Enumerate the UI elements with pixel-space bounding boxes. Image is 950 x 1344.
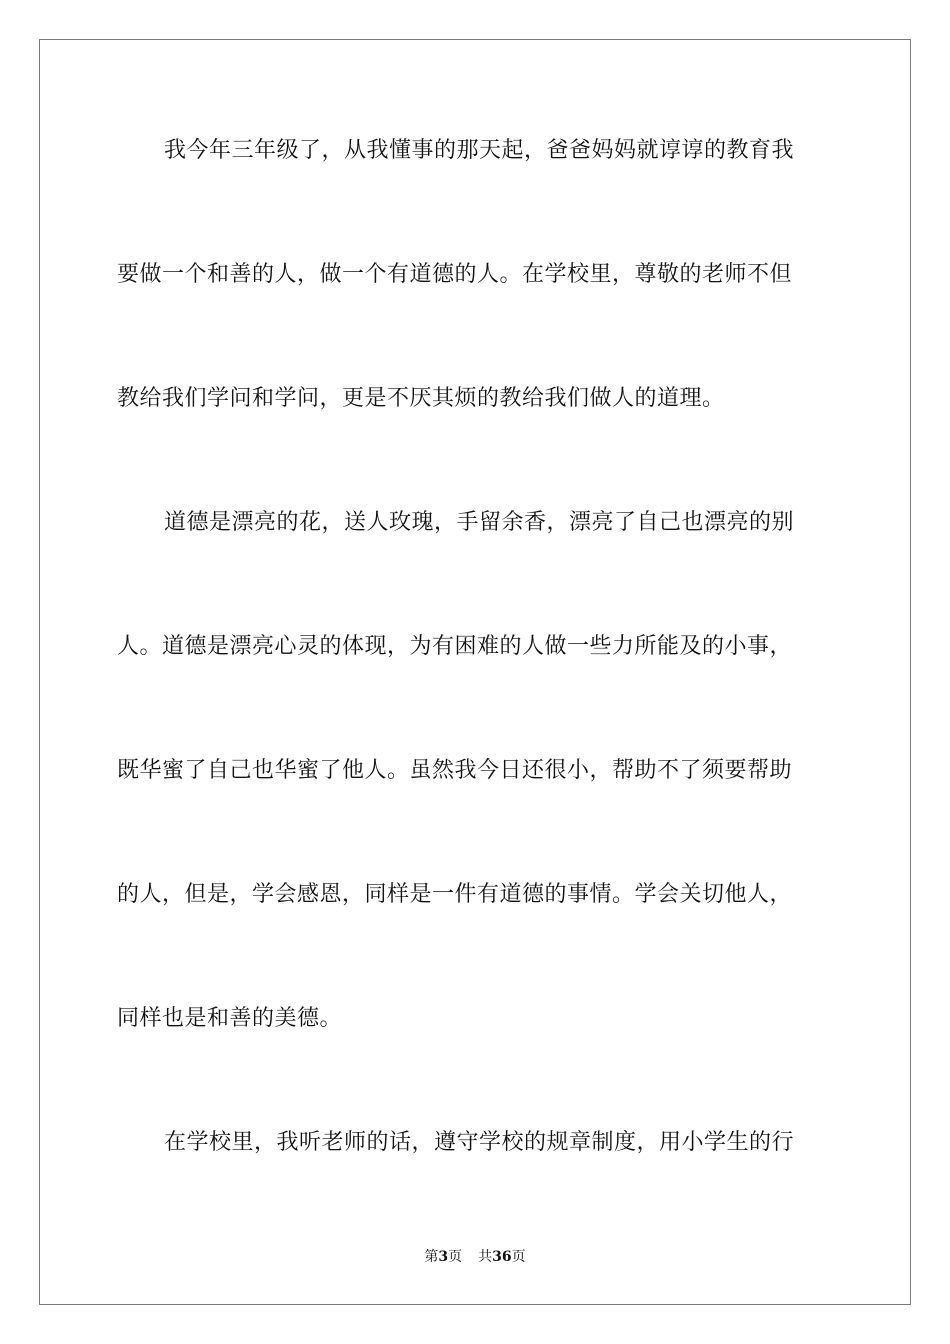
paragraph-2-line-4: 的人，但是，学会感恩，同样是一件有道德的事情。学会关切他人， — [117, 882, 793, 907]
footer-total-pages: 36 — [492, 1249, 512, 1265]
paragraph-2-line-1: 道德是漂亮的花，送人玫瑰，手留余香，漂亮了自己也漂亮的别 — [164, 510, 795, 535]
footer-page-suffix: 页 — [448, 1249, 463, 1265]
paragraph-1-line-3: 教给我们学问和学问，更是不厌其烦的教给我们做人的道理。 — [117, 386, 725, 411]
paragraph-1-line-2: 要做一个和善的人，做一个有道德的人。在学校里，尊敬的老师不但 — [117, 262, 793, 287]
page-footer — [0, 1248, 950, 1266]
paragraph-2-line-5: 同样也是和善的美德。 — [117, 1006, 343, 1031]
paragraph-2-line-3: 既华蜜了自己也华蜜了他人。虽然我今日还很小，帮助不了须要帮助 — [117, 758, 793, 783]
footer-page-number: 3 — [438, 1249, 449, 1265]
page-frame — [39, 39, 911, 1305]
paragraph-3-line-1: 在学校里，我听老师的话，遵守学校的规章制度，用小学生的行 — [164, 1130, 795, 1155]
paragraph-1-line-1: 我今年三年级了，从我懂事的那天起，爸爸妈妈就谆谆的教育我 — [164, 138, 795, 163]
footer-page-prefix: 第 — [424, 1249, 439, 1265]
footer-total-suffix: 页 — [511, 1249, 526, 1265]
footer-total-prefix: 共 — [478, 1249, 493, 1265]
paragraph-2-line-2: 人。道德是漂亮心灵的体现，为有困难的人做一些力所能及的小事， — [117, 634, 793, 659]
